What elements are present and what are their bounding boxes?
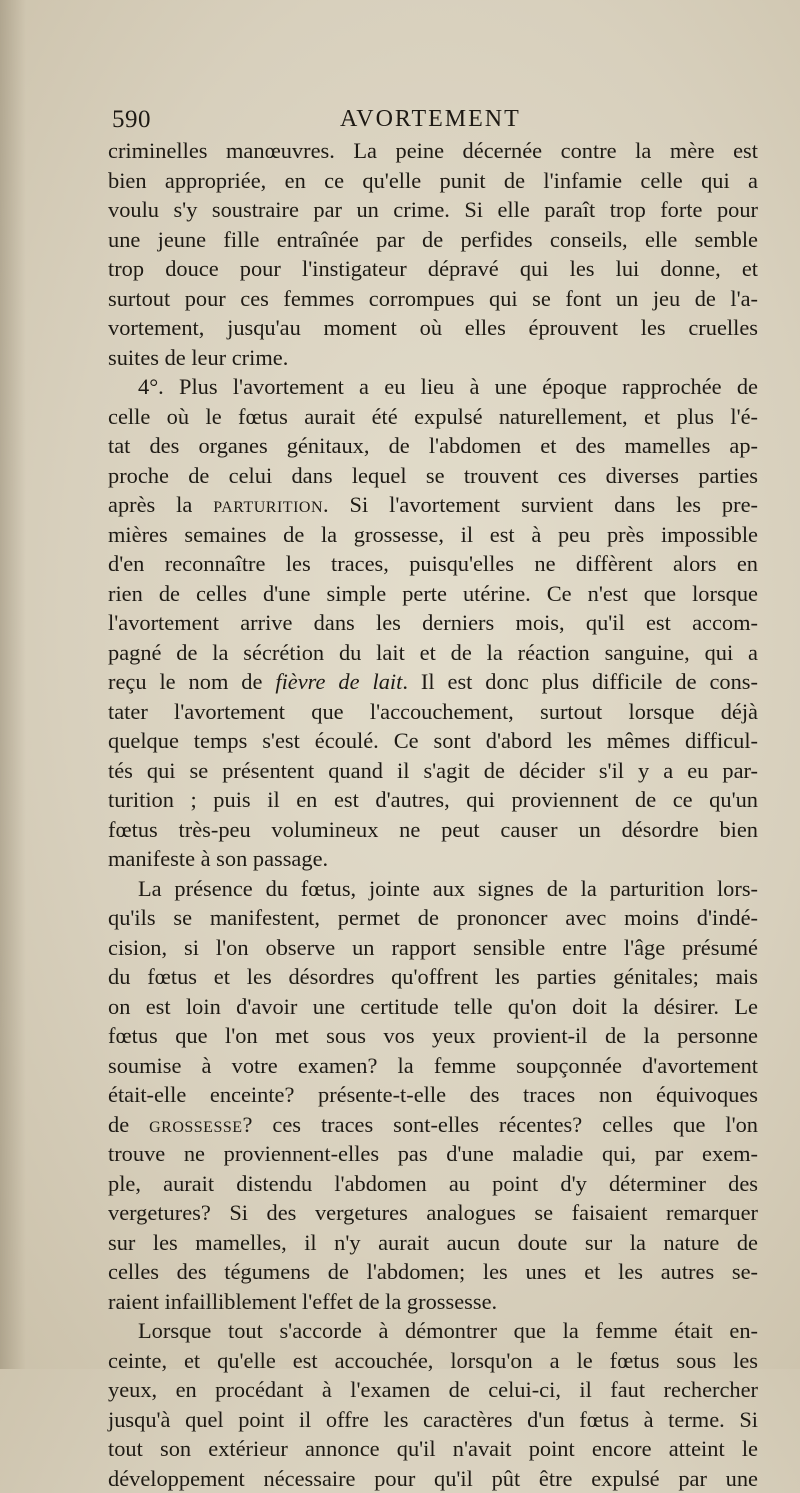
- text-line: vergetures? Si des vergetures analogues se faisaient remarquer: [108, 1198, 758, 1228]
- text-line: jusqu'à quel point il offre les caractères d'un fœtus à terme. Si: [108, 1405, 758, 1435]
- text-line: soumise à votre examen? la femme soupçonnée d'avortement: [108, 1051, 758, 1081]
- text-line: voulu s'y soustraire par un crime. Si elle paraît trop forte pour: [108, 195, 758, 225]
- text-line: manifeste à son passage.: [108, 844, 758, 874]
- text-line: yeux, en procédant à l'examen de celui-ci, il faut rechercher: [108, 1375, 758, 1405]
- text-line: [108, 1110, 758, 1140]
- text-line: une jeune fille entraînée par de perfides conseils, elle semble: [108, 225, 758, 255]
- text-line: surtout pour ces femmes corrompues qui se font un jeu de l'a-: [108, 284, 758, 314]
- text-segment: ? ces traces sont-elles récentes? celles que l'on: [243, 1112, 758, 1137]
- text-segment: de: [108, 1112, 149, 1137]
- text-segment: . Si l'avortement survient dans les pre-: [323, 492, 758, 517]
- text-line: d'en reconnaître les traces, puisqu'elles ne diffèrent alors en: [108, 549, 758, 579]
- page-gutter-shadow: [0, 0, 26, 1369]
- text-line: suites de leur crime.: [108, 343, 758, 373]
- text-line: Lorsque tout s'accorde à démontrer que la femme était en-: [108, 1316, 758, 1346]
- text-line: l'avortement arrive dans les derniers mois, qu'il est accom-: [108, 608, 758, 638]
- text-line: [108, 667, 758, 697]
- text-line: [108, 490, 758, 520]
- text-line: trouve ne proviennent-elles pas d'une maladie qui, par exem-: [108, 1139, 758, 1169]
- text-line: tat des organes génitaux, de l'abdomen et des mamelles ap-: [108, 431, 758, 461]
- text-line: criminelles manœuvres. La peine décernée contre la mère est: [108, 136, 758, 166]
- text-line: développement nécessaire pour qu'il pût être expulsé par une: [108, 1464, 758, 1493]
- text-line: on est loin d'avoir une certitude telle qu'on doit la désirer. Le: [108, 992, 758, 1022]
- text-line: sur les mamelles, il n'y aurait aucun doute sur la nature de: [108, 1228, 758, 1258]
- text-segment: . Il est donc plus difficile de cons-: [402, 669, 758, 694]
- text-line: rien de celles d'une simple perte utérine. Ce n'est que lorsque: [108, 579, 758, 609]
- text-line: proche de celui dans lequel se trouvent ces diverses parties: [108, 461, 758, 491]
- text-line: La présence du fœtus, jointe aux signes de la parturition lors-: [108, 874, 758, 904]
- text-line: fœtus très-peu volumineux ne peut causer un désordre bien: [108, 815, 758, 845]
- text-segment: reçu le nom de: [108, 669, 275, 694]
- page-header: [112, 106, 752, 140]
- text-line: tater l'avortement que l'accouchement, surtout lorsque déjà: [108, 697, 758, 727]
- page-number: 590: [112, 106, 151, 134]
- text-line: tés qui se présentent quand il s'agit de décider s'il y a eu par-: [108, 756, 758, 786]
- small-caps-term: parturition: [213, 492, 323, 517]
- text-line: cision, si l'on observe un rapport sensible entre l'âge présumé: [108, 933, 758, 963]
- text-segment: après la: [108, 492, 213, 517]
- text-line: trop douce pour l'instigateur dépravé qui les lui donne, et: [108, 254, 758, 284]
- text-line: du fœtus et les désordres qu'offrent les parties génitales; mais: [108, 962, 758, 992]
- text-line: celle où le fœtus aurait été expulsé naturellement, et plus l'é-: [108, 402, 758, 432]
- text-line: était-elle enceinte? présente-t-elle des traces non équivoques: [108, 1080, 758, 1110]
- text-line: tout son extérieur annonce qu'il n'avait point encore atteint le: [108, 1434, 758, 1464]
- italic-term: fièvre de lait: [275, 669, 402, 694]
- text-line: turition ; puis il en est d'autres, qui proviennent de ce qu'un: [108, 785, 758, 815]
- text-line: mières semaines de la grossesse, il est à peu près impossible: [108, 520, 758, 550]
- running-title: AVORTEMENT: [340, 106, 521, 133]
- text-line: fœtus que l'on met sous vos yeux provient-il de la personne: [108, 1021, 758, 1051]
- text-line: vortement, jusqu'au moment où elles éprouvent les cruelles: [108, 313, 758, 343]
- text-line: pagné de la sécrétion du lait et de la réaction sanguine, qui a: [108, 638, 758, 668]
- text-line: celles des tégumens de l'abdomen; les unes et les autres se-: [108, 1257, 758, 1287]
- text-line: ceinte, et qu'elle est accouchée, lorsqu'on a le fœtus sous les: [108, 1346, 758, 1376]
- text-line: ple, aurait distendu l'abdomen au point d'y déterminer des: [108, 1169, 758, 1199]
- text-line: quelque temps s'est écoulé. Ce sont d'abord les mêmes difficul-: [108, 726, 758, 756]
- small-caps-term: grossesse: [149, 1112, 242, 1137]
- text-line: raient infailliblement l'effet de la grossesse.: [108, 1287, 758, 1317]
- text-line: qu'ils se manifestent, permet de prononcer avec moins d'indé-: [108, 903, 758, 933]
- text-line: 4°. Plus l'avortement a eu lieu à une époque rapprochée de: [108, 372, 758, 402]
- body-text: [108, 136, 758, 1493]
- text-line: bien appropriée, en ce qu'elle punit de l'infamie celle qui a: [108, 166, 758, 196]
